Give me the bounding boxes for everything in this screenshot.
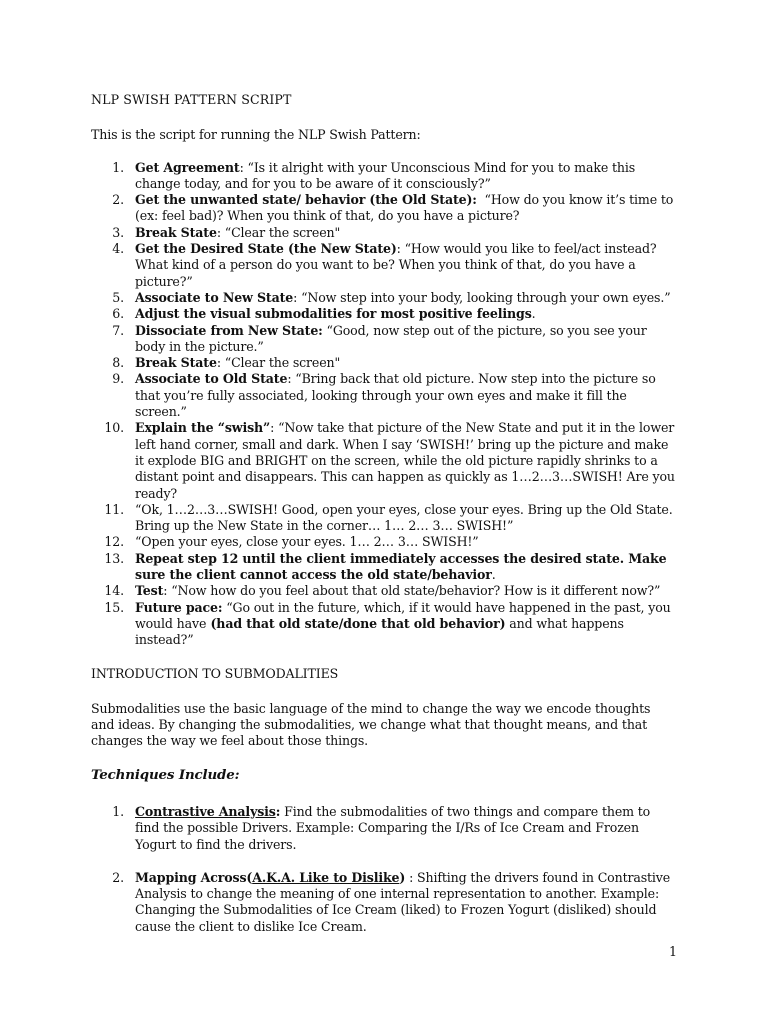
techniques-list bbox=[91, 804, 676, 935]
step-separator: : bbox=[270, 420, 279, 436]
step-text: “Go out in the future, which, if it would have happened in the past, you would have bbox=[135, 599, 671, 631]
techniques-heading: Techniques Include: bbox=[91, 766, 240, 783]
list-item bbox=[91, 870, 676, 935]
step-number: 14. bbox=[104, 583, 124, 599]
step-label: Break State bbox=[135, 355, 217, 371]
step-text-continued: and what happens instead?” bbox=[135, 615, 624, 648]
document-title: NLP SWISH PATTERN SCRIPT bbox=[91, 92, 292, 107]
step-label: Future pace: bbox=[135, 599, 223, 615]
step-text: “Now step into your body, looking through your own eyes.” bbox=[301, 289, 671, 305]
step-label: Associate to Old State bbox=[135, 371, 288, 387]
section-title: INTRODUCTION TO SUBMODALITIES bbox=[91, 665, 339, 681]
step-text: . bbox=[491, 567, 496, 583]
step-label: Adjust the visual submodalities for most positive feelings bbox=[135, 306, 532, 322]
step-separator bbox=[477, 192, 485, 207]
step-label: Get the unwanted state/ behavior (the Old State): bbox=[135, 192, 477, 208]
step-separator: : bbox=[163, 583, 172, 599]
step-separator: : bbox=[216, 355, 225, 371]
list-item bbox=[91, 502, 676, 535]
step-number: 10. bbox=[104, 420, 124, 436]
list-item bbox=[91, 241, 676, 290]
step-label: Break State bbox=[135, 224, 217, 240]
technique-label-prefix: Mapping Across( bbox=[135, 869, 253, 885]
technique-number: 2. bbox=[112, 869, 124, 885]
list-item bbox=[91, 225, 676, 241]
step-number: 7. bbox=[112, 322, 124, 338]
page-number: 1 bbox=[669, 944, 678, 959]
list-item bbox=[91, 600, 676, 649]
step-text: . bbox=[531, 306, 536, 322]
list-item bbox=[91, 534, 676, 550]
step-separator: : bbox=[287, 371, 296, 387]
list-item bbox=[91, 192, 676, 225]
step-label: Repeat step 12 until the client immediately accesses the desired state. Make sure the client cannot access the old state/behavior bbox=[135, 550, 667, 583]
step-text: “Now take that picture of the New State and put it in the lower left hand corner, small and dark. When I say ‘SWISH!’ bring up the picture and make it explode BIG and BRIGHT on the screen, while the old picture rapidly shrinks to a distant point and disappears. This can happen as quickly as 1…2…3…SWISH! Are you ready? bbox=[135, 420, 675, 501]
step-number: 9. bbox=[112, 371, 124, 387]
step-label: Associate to New State bbox=[135, 289, 294, 305]
technique-label-suffix: : bbox=[275, 803, 281, 819]
step-number: 2. bbox=[112, 192, 124, 208]
intro-text: This is the script for running the NLP Swish Pattern: bbox=[91, 127, 421, 143]
step-bold-text: (had that old state/done that old behavior) bbox=[206, 615, 506, 631]
technique-label: A.K.A. Like to Dislike bbox=[252, 869, 400, 885]
document-content bbox=[91, 92, 676, 952]
step-separator: : bbox=[239, 159, 248, 175]
list-item bbox=[91, 323, 676, 356]
step-number: 13. bbox=[104, 550, 124, 566]
step-number: 1. bbox=[112, 159, 124, 175]
list-item bbox=[91, 804, 676, 853]
step-text: “Ok, 1…2…3…SWISH! Good, open your eyes, close your eyes. Bring up the Old State. Bring up the New State in the corner… 1… 2… 3… SWISH!” bbox=[135, 501, 673, 534]
step-text: “How do you know it’s time to (ex: feel bad)? When you think of that, do you have a picture? bbox=[135, 192, 674, 224]
step-text: “Is it alright with your Unconscious Mind for you to make this change today, and for you to be aware of it consciously?” bbox=[135, 159, 636, 191]
step-label: Test bbox=[135, 583, 164, 599]
list-item bbox=[91, 355, 676, 371]
step-text: “Clear the screen" bbox=[224, 224, 341, 240]
step-text: “Bring back that old picture. Now step into the picture so that you’re fully associated, looking through your own eyes and make it fill the screen.” bbox=[135, 371, 656, 420]
step-number: 11. bbox=[104, 501, 124, 517]
step-number: 5. bbox=[112, 289, 124, 305]
step-separator: : bbox=[216, 224, 225, 240]
step-text: “Open your eyes, close your eyes. 1… 2… 3… SWISH!” bbox=[135, 534, 479, 550]
list-item bbox=[91, 306, 676, 322]
list-item bbox=[91, 371, 676, 420]
step-number: 6. bbox=[112, 306, 124, 322]
step-number: 4. bbox=[112, 241, 124, 257]
step-text: “Good, now step out of the picture, so you see your body in the picture.” bbox=[135, 322, 647, 354]
technique-text: Find the submodalities of two things and compare them to find the possible Drivers. Example: Comparing the I/Rs of Ice Cream and Frozen Yogurt to find the drivers. bbox=[135, 803, 651, 852]
list-item bbox=[91, 420, 676, 501]
step-text: “Now how do you feel about that old state/behavior? How is it different now?” bbox=[171, 583, 661, 599]
step-label: Explain the “swish” bbox=[135, 420, 271, 436]
step-label: Dissociate from New State: bbox=[135, 322, 323, 338]
technique-text: : Shifting the drivers found in Contrastive Analysis to change the meaning of one internal representation to another. Example: Changing the Submodalities of Ice Cream (liked) to Frozen Yogurt (disliked) should cause the client to dislike Ice Cream. bbox=[135, 869, 671, 934]
step-label: Get Agreement bbox=[135, 159, 240, 175]
step-separator: : bbox=[293, 289, 302, 305]
step-number: 12. bbox=[104, 534, 124, 550]
list-item bbox=[91, 160, 676, 193]
section-paragraph: Submodalities use the basic language of the mind to change the way we encode thoughts and ideas. By changing the submodalities, we change what that thought means, and that changes the way we feel about those things. bbox=[91, 700, 651, 749]
steps-list bbox=[91, 160, 676, 649]
step-number: 3. bbox=[112, 224, 124, 240]
step-separator: : bbox=[396, 241, 405, 257]
step-text: “How would you like to feel/act instead? What kind of a person do you want to be? When you think of that, do you have a picture?” bbox=[135, 241, 657, 289]
step-number: 8. bbox=[112, 355, 124, 371]
step-number: 15. bbox=[104, 599, 124, 615]
step-text: “Clear the screen" bbox=[224, 355, 341, 371]
list-item bbox=[91, 551, 676, 584]
step-label: Get the Desired State (the New State) bbox=[135, 241, 397, 257]
technique-label-suffix: ) bbox=[399, 869, 406, 885]
technique-number: 1. bbox=[112, 803, 124, 819]
list-item bbox=[91, 583, 676, 599]
technique-label: Contrastive Analysis bbox=[135, 803, 276, 819]
list-item bbox=[91, 290, 676, 306]
